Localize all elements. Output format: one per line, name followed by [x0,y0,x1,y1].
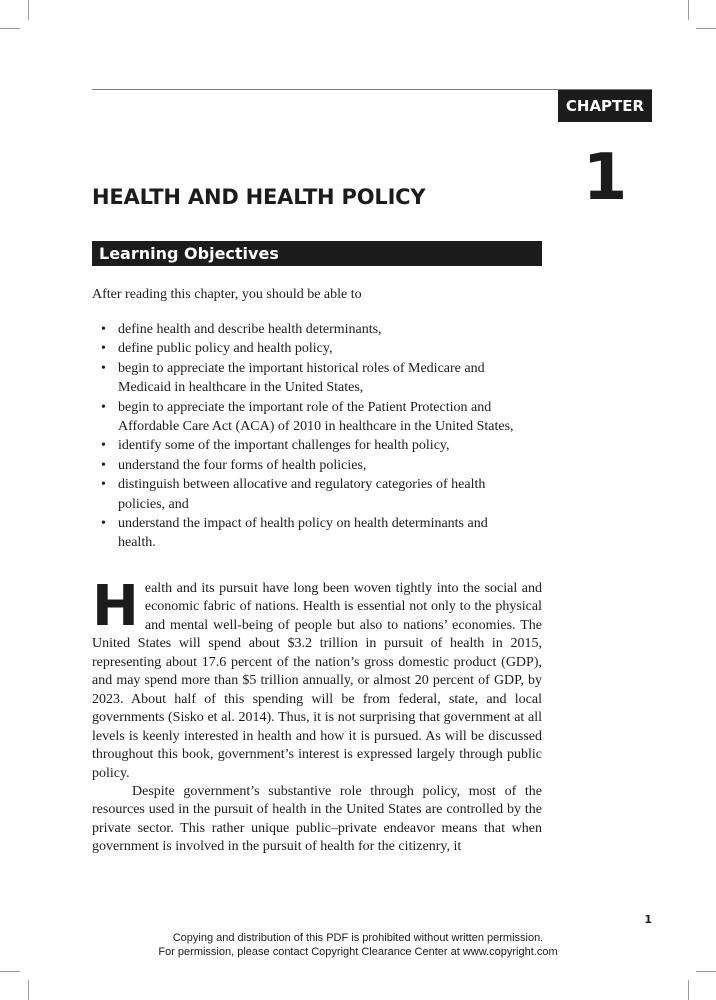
chapter-title: HEALTH AND HEALTH POLICY [92,185,426,209]
objective-item [92,475,542,514]
chapter-number: 1 [582,141,628,215]
crop-mark [0,28,20,29]
objective-item [92,456,542,475]
objective-text-continued: policies, and [118,496,189,512]
objective-text: distinguish between allocative and regulatory categories of health [118,477,486,493]
crop-mark [688,0,689,20]
learning-objectives-heading [92,241,542,266]
objective-text: begin to appreciate the important role of the Patient Protection and [118,399,492,415]
page-number: 1 [644,913,652,926]
objective-text-continued: health. [118,535,156,551]
body-text [92,574,542,857]
objective-text: understand the four forms of health policies, [118,457,367,473]
body-paragraph: Despite government’s substantive role through policy, most of the resources used in the pursuit of health in the United States are controlled by the private sector. This rather unique public–private endeavor means that when government is involved in the pursuit of health for the citizenry, it [92,783,542,855]
body-paragraph [92,574,542,783]
objective-text: begin to appreciate the important historical roles of Medicare and [118,360,485,376]
objectives-list [92,320,542,553]
objective-text-continued: Affordable Care Act (ACA) of 2010 in healthcare in the United States, [118,419,514,435]
crop-mark [0,971,20,972]
crop-mark [28,0,29,20]
body-paragraph-text: ealth and its pursuit have long been woven tightly into the social and economic fabric of nations. Health is essential not only to the physical and mental well-being of people but also to nations’ economies. The United States will spend about $3.2 trillion in pursuit of health in 2015, representing about 17.6 percent of the nation’s gross domestic product (GDP), and may spend more than $5 trillion annually, or almost 20 percent of GDP, by 2023. About half of this spending will be from federal, state, and local governments (Sisko et al. 2014). Thus, it is not surprising that government at all levels is keenly interested in health and how it is pursued. As will be discussed throughout this book, government’s interest is expressed largely through public policy. [92,581,542,781]
footer-line: For permission, please contact Copyright Clearance Center at www.copyright.com [158,945,558,958]
objective-item [92,359,542,398]
objective-text: define health and describe health determinants, [118,322,382,337]
footer-line: Copying and distribution of this PDF is prohibited without written permission. [172,932,544,944]
objectives-intro: After reading this chapter, you should be able to [92,287,362,302]
objective-item [92,339,542,358]
objective-item [92,398,542,437]
crop-mark [696,28,716,29]
objective-item [92,320,542,339]
crop-mark [688,980,689,1000]
objective-item [92,436,542,455]
crop-mark [28,980,29,1000]
crop-mark [696,971,716,972]
copyright-footer [0,932,716,959]
objective-item [92,514,542,553]
objective-text: understand the impact of health policy on health determinants and [118,516,488,532]
objective-text: define public policy and health policy, [118,341,333,357]
drop-cap: H [92,574,139,639]
chapter-label: CHAPTER [558,90,652,122]
objective-text-continued: Medicaid in healthcare in the United States, [118,380,364,396]
learning-objectives-heading-text: Learning Objectives [99,244,279,263]
objective-text: identify some of the important challenges for health policy, [118,438,450,454]
